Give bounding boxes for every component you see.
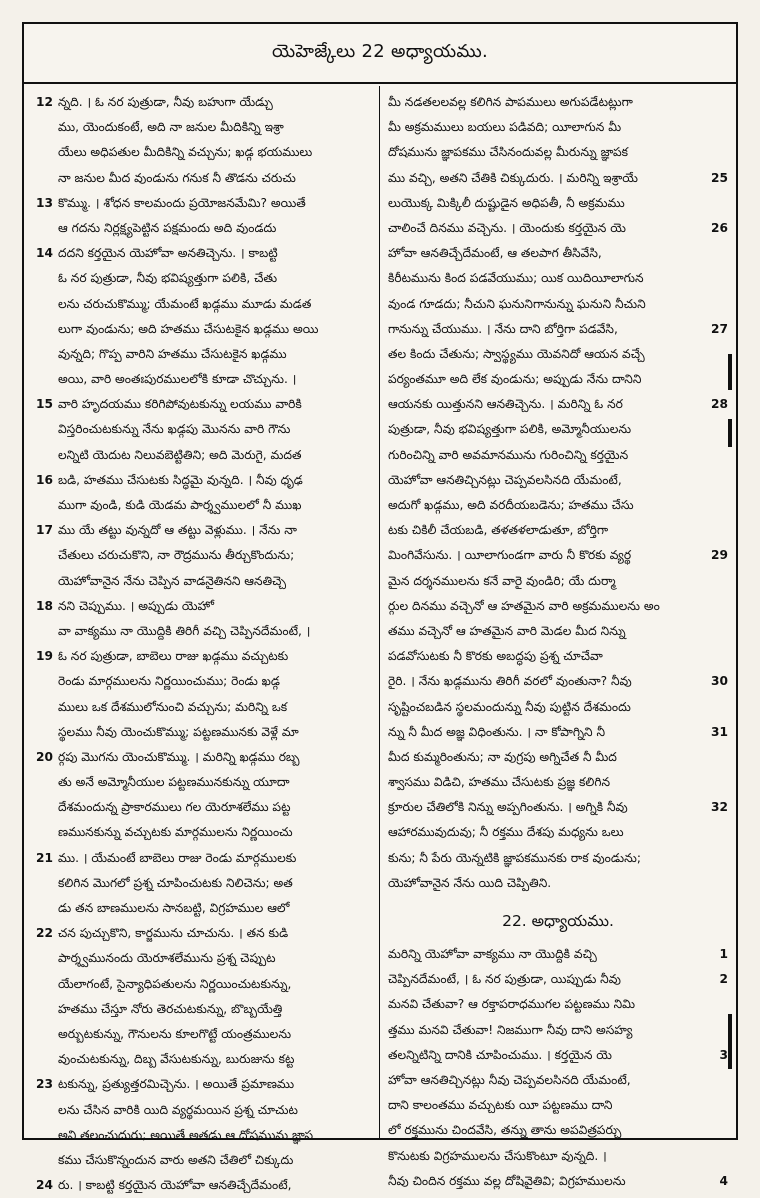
text-line xyxy=(36,997,371,1022)
verse-text: కొనుటకు విగ్రహములను చేసుకొంటూ వున్నది. । xyxy=(388,1148,607,1163)
text-line xyxy=(388,695,728,720)
text-line xyxy=(36,770,371,795)
text-line xyxy=(36,720,371,745)
text-line xyxy=(388,644,728,669)
text-line xyxy=(36,896,371,921)
verse-text: మీ అక్రమములు బయలు పడివది; యీలాగున మీ xyxy=(388,120,622,135)
text-line xyxy=(388,317,728,342)
text-line xyxy=(388,619,728,644)
text-line xyxy=(36,745,371,770)
verse-number: 29 xyxy=(711,548,728,563)
verse-number: 30 xyxy=(711,674,728,689)
text-line xyxy=(388,216,728,241)
verse-text: ఆహారమువుదువు; నీ రక్తము దేశపు మధ్యను ఒలు xyxy=(388,825,624,840)
verse-text: నీవు చిందిన రక్తము వల్ల దోషివైతివి; విగ్రహములను xyxy=(388,1173,626,1188)
verse-number: 15 xyxy=(36,397,53,412)
text-line xyxy=(36,115,371,140)
verse-text: కిరీటమును కింద పడవేయుము; యిక యిదియీలాగున xyxy=(388,271,644,286)
text-line xyxy=(388,417,728,442)
text-line xyxy=(36,1072,371,1097)
verse-text: గురించిన్ని వారి అవమానమును గురించిన్ని కర్తయైన xyxy=(388,447,629,462)
text-line xyxy=(388,770,728,795)
verse-text: ఓ నర పుత్రుడా, నీవు భవిష్యత్తుగా పలికి, చేతు xyxy=(58,271,278,286)
text-line xyxy=(388,1144,728,1169)
verse-number: 4 xyxy=(719,1173,728,1188)
verse-number: 16 xyxy=(36,472,53,487)
text-line xyxy=(388,493,728,518)
text-line xyxy=(388,1018,728,1043)
verse-text: చేతులు చరుచుకొని, నా రౌద్రమును తీర్చుకొందును; xyxy=(58,548,295,563)
verse-text: నని చెప్పుము. । అప్పుడు యెహో xyxy=(58,598,215,613)
verse-text: రెండు మార్గములను నిర్ణయించుము; రెండు ఖడ్గ xyxy=(58,674,280,689)
text-line xyxy=(36,871,371,896)
page-edge-mark xyxy=(728,1014,732,1069)
text-line xyxy=(36,216,371,241)
verse-text: మైన దర్శనములను కనే వారై వుండిరి; యే దుర్మా xyxy=(388,573,616,588)
text-line xyxy=(388,720,728,745)
text-line xyxy=(36,695,371,720)
verse-number: 21 xyxy=(36,850,53,865)
verse-text: ఆయనకు యిత్తునని ఆనతిచ్చెను. । మరిన్ని ఓ నర xyxy=(388,397,623,412)
text-columns xyxy=(24,86,736,1193)
text-line xyxy=(36,140,371,165)
page-title: యెహెజ్కేలు 22 అధ్యాయము. xyxy=(271,40,489,62)
text-line xyxy=(36,191,371,216)
verse-text: చన పుచ్చుకొని, కార్జమును చూచును. । తన కుడి xyxy=(58,926,289,941)
text-line xyxy=(388,292,728,317)
page-header xyxy=(24,24,736,84)
verse-text: అర్బుటకున్ను, గౌనులను కూలగొట్టే యంత్రములను xyxy=(58,1026,292,1041)
text-line xyxy=(388,543,728,568)
verse-text: వున్నది; గొప్ప వారిని హతము చేసుటకైన ఖడ్గము xyxy=(58,346,287,361)
verse-text: యేలు అధిపతుల మీదికిన్ని వచ్చును; ఖడ్గ భయములు xyxy=(58,145,313,160)
verse-text: అయి, వారి అంతఃపురములలోకి కూడా చొచ్చును. । xyxy=(58,372,297,387)
text-line xyxy=(36,518,371,543)
text-line xyxy=(36,317,371,342)
verse-text: కును; నీ పేరు యెన్నటికి జ్ఞాపకమునకు రాక వుండును; xyxy=(388,850,641,865)
verse-text: హోవా ఆనతిచ్చినట్లు నీవు చెప్పవలసినది యేమంటే, xyxy=(388,1072,631,1087)
text-line xyxy=(36,846,371,871)
verse-text: లో రక్తమును చిందవేసి, తన్ను తాను అపవిత్రపర్చు xyxy=(388,1123,622,1138)
verse-text: కము చేసుకొన్నందున వారు అతని చేతిలో చిక్కుదు xyxy=(58,1152,294,1167)
verse-text: వుంచుటకున్ను, దిబ్బ వేసుటకున్ను, బురుజును కట్ట xyxy=(58,1052,295,1067)
verse-text: శ్వాసము విడిచి, హతము చేసుటకు ప్రజ్ఞ కలిగిన xyxy=(388,775,610,790)
verse-text: వుండ గూడదు; నీచుని ఘనునిగానున్ను ఘనుని నీచుని xyxy=(388,296,646,311)
verse-text: గానున్ను చేయుము. । నేను దాని బోర్తిగా పడవేసి, xyxy=(388,321,618,336)
text-line xyxy=(36,367,371,392)
text-line xyxy=(388,392,728,417)
verse-text: తల కిందు చేతును; స్వాస్థ్యము యెవనిదో ఆయన వచ్చే xyxy=(388,346,645,361)
verse-text: హోవా ఆనతిచ్చేదేమంటే, ఆ తలపాగ తీసివేసి, xyxy=(388,246,602,261)
verse-text: పుత్రుడా, నీవు భవిష్యత్తుగా పలికి, అమ్మోనీయులను xyxy=(388,422,632,437)
text-line xyxy=(388,115,728,140)
verse-text: తము వచ్చెనో ఆ హతమైన వారి మెడల మీద నిన్ను xyxy=(388,623,626,638)
text-line xyxy=(36,543,371,568)
text-line xyxy=(36,1173,371,1198)
text-line xyxy=(388,1043,728,1068)
verse-text: లన్నిటి యెదుట నిలువబెట్టితిని; అది మెరుగై, మదత xyxy=(58,447,302,462)
text-line xyxy=(388,745,728,770)
text-line xyxy=(36,921,371,946)
text-line xyxy=(36,972,371,997)
text-line xyxy=(388,669,728,694)
text-line xyxy=(388,342,728,367)
text-line xyxy=(36,392,371,417)
verse-text: న్నది. । ఓ నర పుత్రుడా, నీవు బహుగా యేడ్చు xyxy=(58,95,273,109)
right-column-bottom xyxy=(388,942,728,1194)
text-line xyxy=(36,795,371,820)
text-line xyxy=(36,644,371,669)
text-line xyxy=(388,367,728,392)
text-line xyxy=(388,569,728,594)
text-line xyxy=(388,1093,728,1118)
left-column xyxy=(24,86,380,1193)
text-line xyxy=(36,241,371,266)
right-column-top xyxy=(388,90,728,896)
verse-text: మీద కుమ్మరింతును; నా వుగ్రపు అగ్నిచేత నీ మీద xyxy=(388,749,617,764)
verse-text: ఆ గదను నిర్లక్ష్యపెట్టిన పక్షమందు అది వుండదు xyxy=(58,220,277,235)
verse-number: 13 xyxy=(36,195,53,210)
verse-number: 2 xyxy=(719,972,728,987)
verse-text: యెహోవా ఆనతిచ్చినట్లు చెప్పవలసినది యేమంటే, xyxy=(388,472,622,487)
text-line xyxy=(36,1047,371,1072)
verse-text: తు అనే అమ్మోనీయుల పట్టణమునకున్ను యూదా xyxy=(58,775,290,790)
verse-text: యేలాగంటే, సైన్యాధిపతులను నిర్ణయించుటకున్ను, xyxy=(58,976,292,991)
verse-text: దదని కర్తయైన యెహోవా అనతిచ్చెను. । కాబట్టి xyxy=(58,246,278,261)
verse-text: ము, యెందుకంటే, అది నా జనుల మీదికిన్ని ఇశ్రా xyxy=(58,120,284,135)
verse-text: ము వచ్చి, అతని చేతికి చిక్కుదురు. । మరిన్ని ఇశ్రాయే xyxy=(388,170,638,185)
verse-text: త్తము మనవి చేతువా! నిజముగా నీవు దాని అసహ్య xyxy=(388,1022,633,1037)
text-line xyxy=(36,292,371,317)
text-line xyxy=(36,266,371,291)
verse-number: 22 xyxy=(36,926,53,941)
verse-text: హతము చేస్తూ నోరు తెరచుటకున్ను, బొబ్బయేత్తి xyxy=(58,1001,283,1016)
verse-number: 28 xyxy=(711,397,728,412)
verse-text: ములు ఒక దేశములోనుంచి వచ్చును; మరిన్ని ఒక xyxy=(58,699,288,714)
text-line xyxy=(388,846,728,871)
text-line xyxy=(36,1098,371,1123)
text-line xyxy=(36,417,371,442)
verse-text: దేశమందున్న ప్రాకారములు గల యెరూశలేము పట్ట xyxy=(58,800,291,815)
verse-number: 27 xyxy=(711,321,728,336)
verse-text: అని తలంచుదురు; అయితే అతడు ఆ దోషమును జ్ఞాప xyxy=(58,1127,314,1142)
verse-text: నా జనుల మీద వుండును గనుక నీ తొడను చరుచు xyxy=(58,170,296,185)
right-column xyxy=(380,86,736,1188)
text-line xyxy=(36,946,371,971)
verse-text: చాలించే దినము వచ్చెను. । యెందుకు కర్తయైన యె xyxy=(388,220,626,235)
verse-number: 23 xyxy=(36,1077,53,1092)
text-line xyxy=(36,669,371,694)
text-line xyxy=(388,594,728,619)
verse-text: లుగా వుండును; అది హతము చేసుటకైన ఖడ్గము అయి xyxy=(58,321,319,336)
text-line xyxy=(388,266,728,291)
page-edge-mark xyxy=(728,354,732,390)
text-line xyxy=(36,468,371,493)
page-edge-mark xyxy=(728,419,732,447)
text-line xyxy=(388,967,728,992)
verse-number: 20 xyxy=(36,749,53,764)
text-line xyxy=(388,140,728,165)
verse-number: 31 xyxy=(711,724,728,739)
verse-text: ణమునకున్ను వచ్చుటకు మార్గములను నిర్ణయించు xyxy=(58,825,293,840)
verse-text: పడవోసుటకు నీ కొరకు అబద్ధపు ప్రశ్న చూచేవా xyxy=(388,649,603,664)
verse-text: యెహోవానైన నేను చెప్పిన వాడనైతినని ఆనతిచ్చె xyxy=(58,573,287,588)
verse-number: 12 xyxy=(36,95,53,109)
verse-text: విస్తరించుటకున్ను నేను ఖడ్గపు మొనను వారి గౌను xyxy=(58,422,291,437)
text-line xyxy=(388,992,728,1017)
verse-text: దోషమును జ్ఞాపకము చేసినందువల్ల మీరున్ను జ్ఞాపక xyxy=(388,145,629,160)
verse-text: మీ నడతలలవల్ల కలిగిన పాపములు అగుపడేటట్లుగా xyxy=(388,95,633,109)
verse-text: టకు చికిలీ చేయబడి, తళతళలాడుతూ, బోర్తిగా xyxy=(388,523,609,538)
verse-text: అదుగో ఖడ్గము, అది వరదీయబడెను; హతము చేసు xyxy=(388,498,634,512)
text-line xyxy=(36,820,371,845)
verse-text: న్ను నీ మీద అజ్ఞ విధింతును. । నా కోపాగ్నిని నీ xyxy=(388,724,606,739)
text-line xyxy=(36,443,371,468)
verse-text: వారి హృదయము కరిగిపోవుటకున్ను లయము వారికి xyxy=(58,397,302,412)
verse-text: డు తన బాణములను సానబట్టి, విగ్రహముల ఆలో xyxy=(58,901,290,915)
verse-text: మరిన్ని యెహోవా వాక్యము నా యొద్దికి వచ్చి xyxy=(388,947,597,961)
verse-number: 25 xyxy=(711,170,728,185)
text-line xyxy=(388,90,728,115)
text-line xyxy=(388,166,728,191)
verse-text: లుయొక్క మిక్కిలీ దుష్టుడైన అధిపతీ, నీ అక్రమము xyxy=(388,195,625,210)
text-line xyxy=(388,443,728,468)
text-line xyxy=(36,1148,371,1173)
text-line xyxy=(36,90,371,115)
verse-text: ర్గపు మొగను యెంచుకొమ్ము. । మరిన్ని ఖడ్గము రబ్బ xyxy=(58,749,300,764)
text-line xyxy=(36,493,371,518)
verse-text: క్రూరుల చేతిలోకి నిన్ను అప్పగింతును. । అగ్నికి నీవు xyxy=(388,800,628,815)
verse-text: దాని కాలంతము వచ్చుటకు యీ పట్టణము దాని xyxy=(388,1098,613,1113)
verse-number: 14 xyxy=(36,246,53,261)
verse-text: స్థలము నీవు యెంచుకొమ్ము; పట్టణమునకు వెళ్లే మా xyxy=(58,724,299,739)
text-line xyxy=(36,342,371,367)
verse-text: సృష్టించబడిన స్థలమందున్ను నీవు పుట్టిన దేశమందు xyxy=(388,699,631,714)
text-line xyxy=(388,1118,728,1143)
chapter-heading: 22. అధ్యాయము. xyxy=(502,912,614,930)
verse-number: 19 xyxy=(36,649,53,664)
text-line xyxy=(388,1169,728,1194)
verse-text: వా వాక్యము నా యొద్దికి తిరిగీ వచ్చి చెప్పినదేమంటే, । xyxy=(58,623,311,638)
text-line xyxy=(36,1022,371,1047)
text-line xyxy=(388,468,728,493)
verse-text: ఓ నర పుత్రుడా, బాబెలు రాజు ఖడ్గము వచ్చుటకు xyxy=(58,649,289,664)
verse-text: మనవి చేతువా? ఆ రక్తాపరాధముగల పట్టణము నిమి xyxy=(388,997,636,1012)
verse-text: ర్గుల దినము వచ్చెనో ఆ హతమైన వారి అక్రమములను అం xyxy=(388,598,660,613)
text-line xyxy=(36,594,371,619)
text-line xyxy=(388,191,728,216)
verse-text: యెహోవానైన నేను యిది చెప్పితిని. xyxy=(388,875,552,890)
verse-text: లను చేసిన వారికి యిది వ్యర్థమయిన ప్రశ్న చూచుట xyxy=(58,1102,298,1117)
verse-number: 18 xyxy=(36,598,53,613)
verse-text: లను చరుచుకొమ్ము; యేమంటే ఖడ్గము మూడు మడత xyxy=(58,296,312,311)
verse-number: 3 xyxy=(719,1047,728,1062)
verse-text: ము యే తట్టు వున్నదో ఆ తట్టు వెళ్లుము. । నేను నా xyxy=(58,523,297,538)
verse-text: పర్యంతమూ అది లేక వుండును; అప్పుడు నేను దానిని xyxy=(388,372,642,387)
verse-text: మింగివేసును. । యీలాగుండగా వారు నీ కొరకు వ్యర్థ xyxy=(388,548,632,563)
verse-text: చెప్పినదేమంటే, । ఓ నర పుత్రుడా, యిప్పుడు నీవు xyxy=(388,972,621,987)
text-line xyxy=(388,820,728,845)
text-line xyxy=(388,241,728,266)
verse-number: 1 xyxy=(719,947,728,961)
verse-text: ముగా వుండి, కుడి యెడమ పార్శ్వములలో నీ ముఖ xyxy=(58,498,302,512)
scripture-page xyxy=(22,22,738,1193)
verse-text: టకున్ను, ప్రత్యుత్తరమిచ్చెను. । అయితే ప్రమాణము xyxy=(58,1077,295,1092)
text-line xyxy=(388,1068,728,1093)
verse-number: 24 xyxy=(36,1178,53,1193)
verse-text: కొమ్ము. । శోధన కాలమందు ప్రయోజనమేమి? అయితే xyxy=(58,195,306,210)
verse-text: పార్శ్వమునందు యెరూశలేమును ప్రశ్న చెప్పుట xyxy=(58,951,276,966)
verse-number: 32 xyxy=(711,800,728,815)
verse-text: రు. । కాబట్టి కర్తయైన యెహోవా ఆనతిచ్చేదేమంటే, xyxy=(58,1178,292,1193)
text-line xyxy=(36,166,371,191)
verse-text: కలిగిన మొగలో ప్రశ్న చూపించుటకు నిలిచెను; అత xyxy=(58,875,293,890)
text-line xyxy=(36,569,371,594)
text-line xyxy=(388,795,728,820)
text-line xyxy=(36,619,371,644)
text-line xyxy=(388,518,728,543)
verse-text: ము. । యేమంటే బాబెలు రాజు రెండు మార్గములకు xyxy=(58,850,297,865)
verse-text: తలన్నిటిన్ని దానికి చూపించుము. । కర్తయైన యె xyxy=(388,1047,612,1062)
verse-text: బడి, హతము చేసుటకు సిద్ధమై వున్నది. । నీవు ధృఢ xyxy=(58,472,303,487)
text-line xyxy=(36,1123,371,1148)
text-line xyxy=(388,942,728,967)
verse-number: 17 xyxy=(36,523,53,538)
text-line xyxy=(388,871,728,896)
verse-text: రైరి. । నేను ఖడ్గమును తిరిగీ వరలో వుంతునా? నీవు xyxy=(388,674,632,689)
verse-number: 26 xyxy=(711,220,728,235)
